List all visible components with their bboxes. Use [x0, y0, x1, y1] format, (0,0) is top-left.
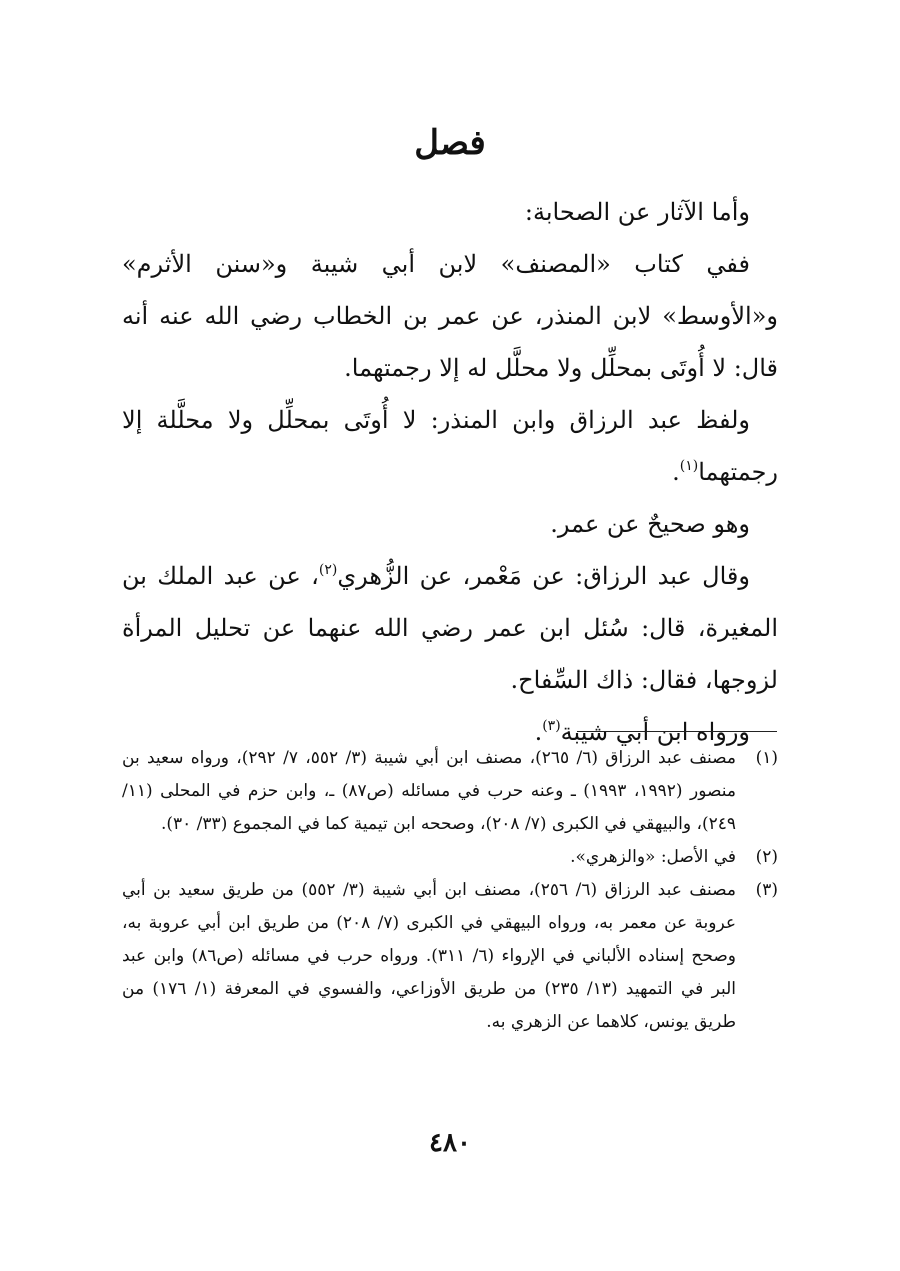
paragraph-4 — [122, 498, 778, 550]
footnote-divider — [577, 731, 777, 732]
footnote-2-text: في الأصل: «والزهري». — [570, 847, 736, 867]
footnote-marker-1[interactable]: (١) — [679, 458, 699, 474]
footnote-3-text: مصنف عبد الرزاق (٦/ ٢٥٦)، مصنف ابن أبي شيبة (٣/ ٥٥٢) من طريق سعيد بن أبي عروبة عن معمر به، ورواه البيهقي في الكبرى (٧/ ٢٠٨) من طريق ابن أبي عروبة به، وصحح إسناده الألباني في الإرواء (٦/ ٣١١). ورواه حرب في مسائله (ص٨٦) وابن عبد البر في التمهيد (١٣/ ٢٣٥) من طريق الأوزاعي، والفسوي في المعرفة (١/ ١٧٦) من طريق يونس، كلاهما عن الزهري به. — [122, 880, 737, 1032]
section-heading: فصل — [414, 123, 486, 163]
page-number: ٤٨٠ — [429, 1128, 471, 1158]
footnote-marker-2[interactable]: (٢) — [318, 562, 338, 578]
footnote-3 — [122, 874, 778, 1039]
paragraph-2-text: ففي كتاب «المصنف» لابن أبي شيبة و«سنن الأثرم» و«الأوسط» لابن المنذر، عن عمر بن الخطاب رضي الله عنه أنه قال: لا أُوتَى بمحلِّل ولا محلَّل له إلا رجمتهما. — [122, 250, 778, 382]
paragraph-5 — [122, 550, 778, 706]
paragraph-5-rest: ، عن عبد الملك بن المغيرة، قال: سُئل ابن عمر رضي الله عنهما عن تحليل المرأة لزوجها، فقال: ذاك السِّفاح. — [122, 562, 778, 694]
paragraph-3-end: . — [672, 458, 680, 486]
paragraph-1-text: وأما الآثار عن الصحابة: — [524, 198, 750, 226]
paragraph-2 — [122, 238, 778, 394]
footnote-1-number: (١) — [755, 748, 778, 768]
paragraph-3-text: ولفظ عبد الرزاق وابن المنذر: لا أُوتَى بمحلِّل ولا محلَّلة إلا رجمتهما — [122, 406, 778, 486]
footnote-2 — [122, 841, 778, 874]
footnote-1-text: مصنف عبد الرزاق (٦/ ٢٦٥)، مصنف ابن أبي شيبة (٣/ ٥٥٢، ٧/ ٢٩٢)، ورواه سعيد بن منصور (١٩٩٢، ١٩٩٣) ـ وعنه حرب في مسائله (ص٨٧) ـ، وابن حزم في المحلى (١١/ ٢٤٩)، والبيهقي في الكبرى (٧/ ٢٠٨)، وصححه ابن تيمية كما في المجموع (٣٣/ ٣٠). — [122, 748, 737, 834]
paragraph-5-text: وقال عبد الرزاق: عن مَعْمر، عن الزُّهري — [337, 562, 750, 590]
paragraph-4-text: وهو صحيحٌ عن عمر. — [550, 510, 750, 538]
paragraph-6-text: ورواه ابن أبي شيبة — [560, 718, 750, 746]
footnote-1 — [122, 742, 778, 841]
paragraph-6-end: . — [534, 718, 543, 746]
footnote-marker-3[interactable]: (٣) — [542, 718, 561, 734]
paragraph-1 — [122, 186, 778, 238]
main-text — [122, 186, 778, 758]
paragraph-3 — [122, 394, 778, 498]
footnote-2-number: (٢) — [755, 847, 778, 867]
footnote-3-number: (٣) — [755, 880, 778, 900]
footnotes — [122, 742, 778, 1039]
